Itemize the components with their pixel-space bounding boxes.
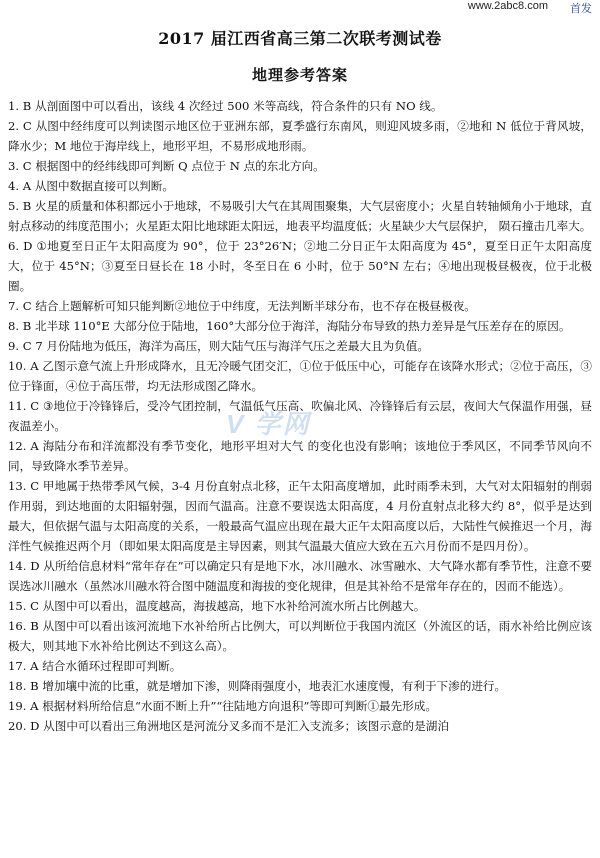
answer-explanation: 海陆分布和洋流都没有季节变化，地形平坦对大气 的变化也没有影响；该地位于季风区，不同季节风向不同，导致降水季节差异。	[8, 439, 592, 473]
answer-number: 2.	[8, 119, 20, 133]
answer-item	[8, 436, 592, 476]
answer-item	[8, 96, 592, 116]
answer-number: 8.	[8, 319, 20, 333]
answer-key: B	[22, 99, 32, 113]
answer-number: 14.	[8, 559, 27, 573]
answer-key: C	[22, 339, 32, 353]
answer-item	[8, 316, 592, 336]
answer-key: A	[30, 359, 39, 373]
answer-key: B	[30, 679, 39, 693]
answer-key: D	[30, 559, 40, 573]
answer-item	[8, 616, 592, 656]
answer-item	[8, 396, 592, 436]
answer-explanation: 增加壤中流的比重，就是增加下渗，则降雨强度小，地表汇水速度慢，有利于下渗的进行。	[42, 679, 507, 693]
answer-number: 19.	[8, 699, 27, 713]
answer-key: A	[30, 659, 39, 673]
answer-explanation: 乙图示意气流上升形成降水，且无冷暖气团交汇，①位于低压中心，可能存在该降水形式；②位于高压，③位于锋面，④位于高压带，均无法形成图乙降水。	[8, 359, 593, 393]
answer-item	[8, 196, 592, 236]
answer-item	[8, 176, 592, 196]
answer-number: 6.	[8, 239, 20, 253]
answer-explanation: 7 月份陆地为低压，海洋为高压，则大陆气压与海洋气压之差最大且为负值。	[35, 339, 429, 353]
watermark-logo: V 学网	[226, 409, 311, 439]
document-subtitle: 地理参考答案	[251, 66, 348, 84]
answer-item	[8, 156, 592, 176]
answer-explanation: ③地位于冷锋锋后，受冷气团控制，气温低气压高、吹偏北风、冷锋锋后有云层，夜间大气保温作用强，昼夜温差小。	[8, 399, 593, 433]
answer-explanation: 结合上题解析可知只能判断②地位于中纬度，无法判断半球分布，也不存在极昼极夜。	[35, 299, 476, 313]
answer-number: 13.	[8, 479, 27, 493]
answer-number: 15.	[8, 599, 27, 613]
answer-key: A	[22, 179, 32, 193]
answer-explanation: 从图中可以看出三角洲地区是河流分叉多而不是汇入支流多；该图示意的是湖泊	[43, 719, 449, 733]
answer-explanation: 从图中数据直接可以判断。	[34, 179, 174, 193]
answer-number: 9.	[8, 339, 20, 353]
answer-explanation: 从所给信息材料“常年存在”可以确定只有是地下水，冰川融水、冰雪融水、大气降水都有季节性，注意不要误选冰川融水（虽然冰川融水符合图中随温度和海拔的变化规律，但是其补给不是常年存在的，因而不能选）。	[8, 559, 593, 593]
answer-key: B	[22, 319, 32, 333]
answer-list	[8, 96, 592, 736]
answer-explanation: 从图中经纬度可以判读图示地区位于亚洲东部，夏季盛行东南风，则迎风坡多雨，②地和 N 低位于背风坡，降水少；M 地位于海岸线上，地形平坦，不易形成地形雨。	[8, 119, 592, 153]
answer-explanation: 结合水循环过程即可判断。	[42, 659, 182, 673]
answer-number: 17.	[8, 659, 27, 673]
answer-key: D	[30, 719, 40, 733]
answer-key: B	[30, 619, 39, 633]
answer-item	[8, 236, 592, 296]
document-title: 2017 届江西省高三第二次联考测试卷	[158, 29, 442, 48]
answer-key: C	[22, 119, 32, 133]
answer-number: 12.	[8, 439, 27, 453]
answer-item	[8, 116, 592, 156]
answer-explanation: 北半球 110°E 大部分位于陆地，160°大部分位于海洋，海陆分布导致的热力差异是气压差存在的原因。	[34, 319, 571, 333]
answer-item	[8, 336, 592, 356]
page-header	[0, 0, 600, 14]
answer-explanation: 甲地属于热带季风气候，3-4 月份直射点北移，正午太阳高度增加，此时雨季未到，大气对太阳辐射的削弱作用弱，到达地面的太阳辐射强，因而气温高。注意不要误选太阳高度，4 月份直射点北移大约 8°，似乎是达到最大，但依据气温与太阳高度的关系，一般最高气温应出现在最大正午太阳高度以后，大陆性气候推迟一个月，海洋性气候推迟两个月（即如果太阳高度是主导因素，则其气温最大值应大致在五六月份而不是四月份）。	[8, 479, 592, 553]
answer-explanation: 根据材料所给信息“水面不断上升”“往陆地方向退积”等即可判断①最先形成。	[42, 699, 437, 713]
answer-explanation: 从图中可以看出，温度越高，海拔越高，地下水补给河流水所占比例越大。	[42, 599, 426, 613]
answer-key: A	[30, 699, 39, 713]
answer-number: 18.	[8, 679, 27, 693]
answer-key: C	[30, 479, 40, 493]
answer-number: 1.	[8, 99, 20, 113]
answer-explanation: ①地夏至日正午太阳高度为 90°，位于 23°26′N；②地二分日正午太阳高度为 45°，夏至日正午太阳高度大，位于 45°N；③夏至日昼长在 18 小时，冬至日在 6 小时，位于 50°N 左右；④地出现极昼极夜，位于北极圈。	[8, 239, 593, 293]
site-url[interactable]: www.2abc8.com	[467, 0, 548, 12]
answer-key: C	[22, 159, 32, 173]
answer-number: 20.	[8, 719, 27, 733]
answer-item	[8, 476, 592, 556]
answer-item	[8, 556, 592, 596]
answer-key: C	[22, 299, 32, 313]
answer-explanation: 从图中可以看出该河流地下水补给所占比例大，可以判断位于我国内流区（外流区的话，雨水补给比例应该极大，则其地下水补给比例达不到这么高）。	[8, 619, 593, 653]
answer-number: 3.	[8, 159, 20, 173]
answer-item	[8, 356, 592, 396]
answer-key: C	[30, 399, 40, 413]
answer-item	[8, 676, 592, 696]
answer-explanation: 从剖面图中可以看出，该线 4 次经过 500 米等高线，符合条件的只有 NO 线。	[34, 99, 443, 113]
answer-item	[8, 296, 592, 316]
answer-number: 5.	[8, 199, 20, 213]
answer-key: D	[23, 239, 33, 253]
answer-explanation: 火星的质量和体积都远小于地球，不易吸引大气在其周围聚集，大气层密度小；火星自转轴倾角小于地球，直射点移动的纬度范围小；火星距太阳比地球距太阳远，地表平均温度低；火星缺少大气层保护， 陨石撞击几率大。	[8, 199, 592, 233]
answer-key: C	[30, 599, 40, 613]
answer-item	[8, 716, 592, 736]
answer-number: 11.	[8, 399, 27, 413]
answer-item	[8, 696, 592, 716]
home-link[interactable]: 首发	[570, 3, 592, 15]
answer-item	[8, 596, 592, 616]
answer-number: 16.	[8, 619, 27, 633]
answer-number: 7.	[8, 299, 20, 313]
answer-number: 4.	[8, 179, 20, 193]
answer-number: 10.	[8, 359, 27, 373]
answer-explanation: 根据图中的经纬线即可判断 Q 点位于 N 点的东北方向。	[35, 159, 325, 173]
answer-key: A	[30, 439, 39, 453]
answer-key: B	[22, 199, 32, 213]
answer-item	[8, 656, 592, 676]
